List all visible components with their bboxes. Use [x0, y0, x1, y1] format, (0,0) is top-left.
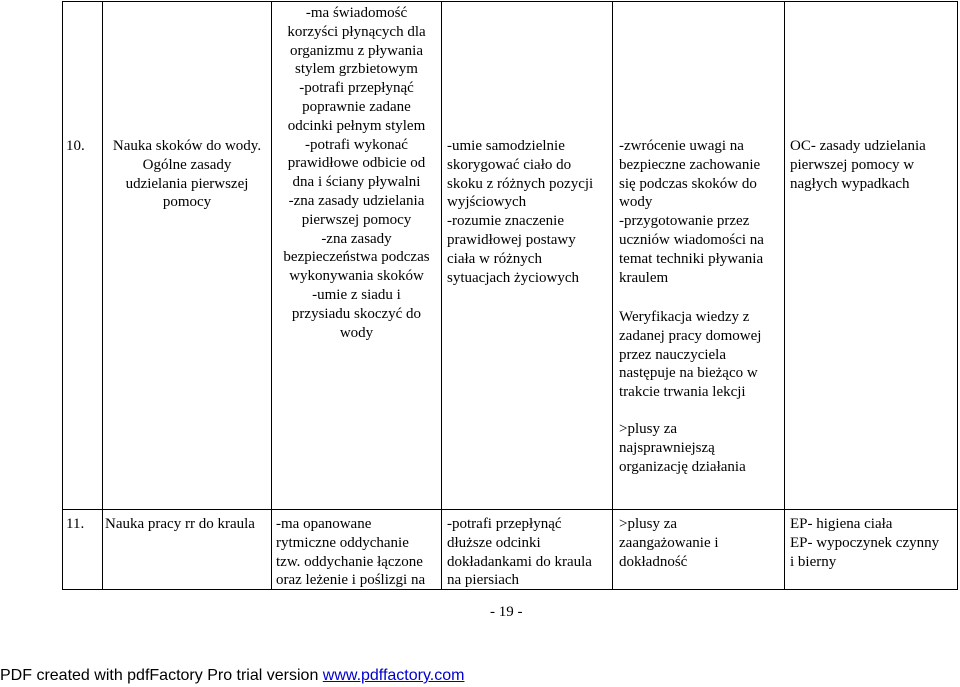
row11-knowledge: -ma opanowane rytmiczne oddychanie tzw. oddychanie łączone oraz leżenie i poślizgi na: [276, 516, 426, 589]
row10-verification: Weryfikacja wiedzy z zadanej pracy domowej przez nauczyciela następuje na bieżąco w trakcie trwania lekcji: [619, 309, 762, 401]
row10-topic: Nauka skoków do wody. Ogólne zasady udzielania pierwszej pomocy: [112, 138, 262, 211]
row11-skills: -potrafi przepłynąć dłuższe odcinki dokładankami do kraula na piersiach: [447, 516, 592, 589]
table-top-border: [62, 1, 958, 2]
row11-methods: >plusy za zaangażowanie i dokładność: [619, 516, 719, 570]
page-number: - 19 -: [490, 604, 523, 620]
row10-plus-points: >plusy za najsprawniejszą organizację działania: [619, 421, 746, 475]
row10-notes: OC- zasady udzielania pierwszej pomocy w nagłych wypadkach: [790, 138, 926, 192]
row11-topic: Nauka pracy rr do kraula: [105, 516, 255, 532]
column-line: [62, 1, 63, 590]
row11-number: 11.: [66, 516, 85, 532]
row10-methods: -zwrócenie uwagi na bezpieczne zachowanie się podczas skoków do wody -przygotowanie przez uczniów wiadomości na temat techniki pływania kraulem: [619, 138, 764, 286]
column-line: [957, 1, 958, 590]
pdf-footer: [0, 666, 464, 686]
footer-text: PDF created with pdfFactory Pro trial version: [0, 667, 323, 684]
row11-notes: EP- higiena ciała EP- wypoczynek czynny i bierny: [790, 516, 940, 570]
row-divider: [62, 509, 958, 510]
column-line: [102, 1, 103, 590]
column-line: [441, 1, 442, 590]
row10-number: 10.: [66, 138, 85, 154]
column-line: [612, 1, 613, 590]
column-line: [784, 1, 785, 590]
footer-link[interactable]: www.pdffactory.com: [322, 667, 465, 684]
row10-knowledge: -ma świadomość korzyści płynących dla organizmu z pływania stylem grzbietowym -potrafi przepłynąć poprawnie zadane odcinki pełnym stylem -potrafi wykonać prawidłowe odbicie od dna i ściany pływalni -zna zasady udzielania pierwszej pomocy -zna zasady bezpieczeństwa podczas wykonywania skoków -umie z siadu i przysiadu skoczyć do wody: [283, 5, 430, 341]
row10-skills: -umie samodzielnie skorygować ciało do skoku z różnych pozycji wyjściowych -rozumie znaczenie prawidłowej postawy ciała w różnych sytuacjach życiowych: [447, 138, 594, 286]
